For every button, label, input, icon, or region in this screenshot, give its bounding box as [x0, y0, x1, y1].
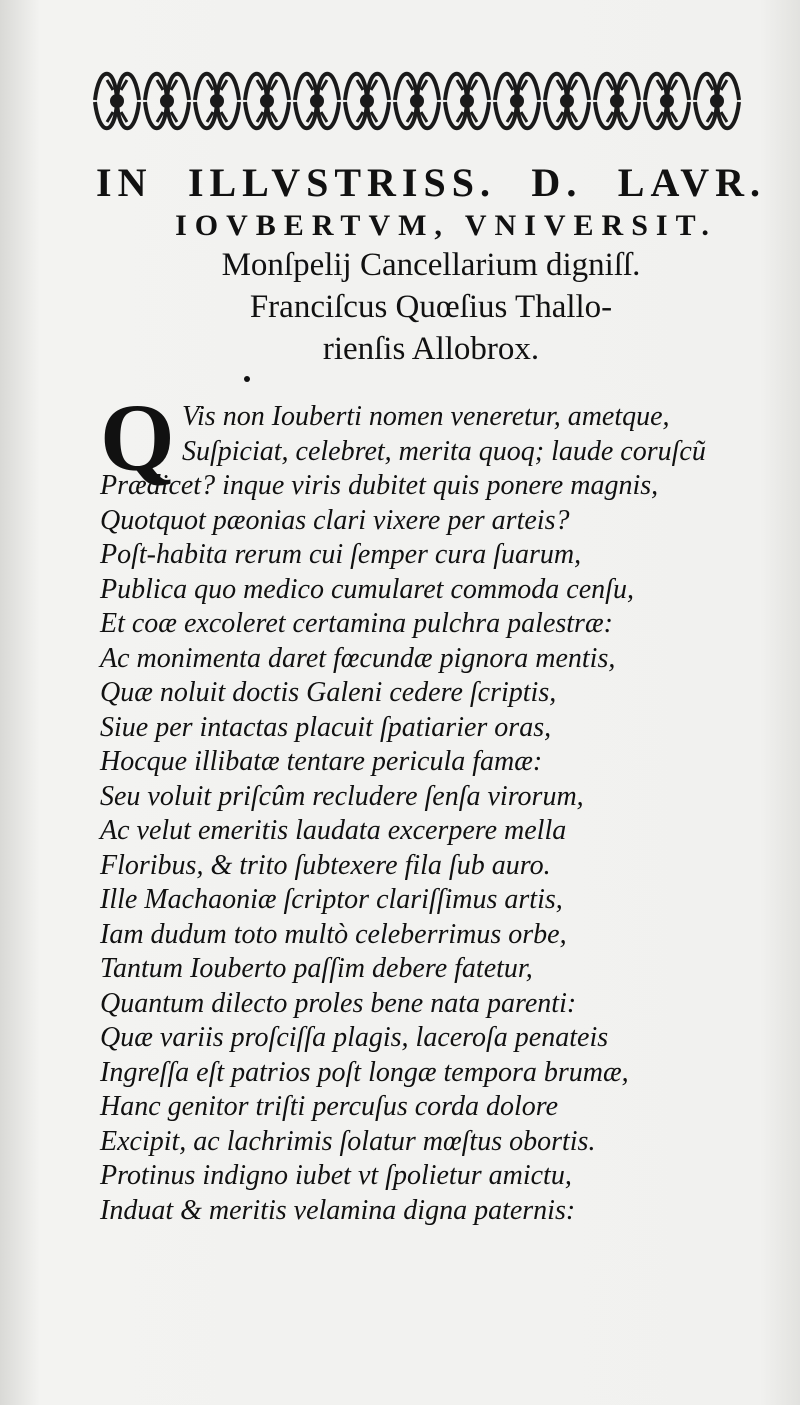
- poem-line: Hanc genitor triſti percuſus corda dolore: [100, 1091, 559, 1122]
- heading-line-4: Franciſcus Quœſius Thallo-: [249, 289, 613, 325]
- poem-body: [100, 384, 780, 1228]
- poem-line: Poſt-habita rerum cui ſemper cura ſuarum,: [100, 539, 582, 570]
- ornament-motif: [395, 74, 439, 129]
- poem-line: Et coæ excoleret certamina pulchra palestræ:: [100, 608, 613, 639]
- ornament-motif: [545, 74, 589, 129]
- poem-line: Siue per intactas placuit ſpatiarier oras,: [100, 711, 552, 743]
- ornament-motif: [145, 74, 189, 129]
- poem-line: Quantum dilecto proles bene nata parenti:: [100, 987, 577, 1019]
- poem-line: Quæ noluit doctis Galeni cedere ſcriptis,: [100, 677, 557, 708]
- ornament-motif: [195, 74, 239, 129]
- poem-line: Induat & meritis velamina digna paternis:: [100, 1194, 576, 1226]
- ornament-motif: [645, 74, 689, 129]
- poem-line: Ac monimenta daret fœcundæ pignora mentis,: [100, 642, 616, 674]
- ink-dot: [244, 376, 250, 382]
- poem-line: Quæ variis proſciſſa plagis, laceroſa penateis: [100, 1022, 609, 1053]
- heading-line-2: IOVBERTVM, VNIVERSIT.: [175, 209, 717, 242]
- ornament-motif: [695, 74, 739, 129]
- poem-line: Ingreſſa eſt patrios poſt longæ tempora brumæ,: [100, 1056, 629, 1088]
- poem-line: Suſpiciat, celebret, merita quoq; laude coruſcũ: [182, 435, 706, 467]
- drop-cap: Q: [100, 384, 175, 491]
- ornament-motif: [245, 74, 289, 129]
- ornament-motif: [295, 74, 339, 129]
- poem-line: Iam dudum toto multò celeberrimus orbe,: [100, 918, 567, 950]
- ornamental-border-band: [92, 60, 742, 142]
- heading-line-3: Monſpelij Cancellarium digniſſ.: [221, 247, 641, 283]
- ornament-motif: [595, 74, 639, 129]
- poem-line: Ille Machaoniæ ſcriptor clariſſimus artis,: [100, 884, 563, 915]
- heading-line-1: IN ILLVSTRISS. D. LAVR.: [96, 160, 766, 205]
- poem-line: Floribus, & trito ſubtexere fila ſub auro.: [100, 849, 551, 881]
- poem-line: Protinus indigno iubet vt ſpolietur amictu,: [100, 1160, 572, 1191]
- poem-lines: [100, 384, 780, 1228]
- ornament-motif: [95, 74, 139, 129]
- ornament-motif: [345, 74, 389, 129]
- poem-line: Hocque illibatæ tentare pericula famæ:: [100, 746, 543, 777]
- poem-heading: [96, 158, 766, 370]
- poem-line: Publica quo medico cumularet commoda cenſu,: [100, 573, 634, 605]
- poem-line: Vis non Iouberti nomen veneretur, ametque,: [182, 401, 670, 432]
- poem-line: Quotquot pæonias clari vixere per arteis?: [100, 504, 570, 536]
- ornament-motif: [495, 74, 539, 129]
- ornament-motif: [445, 74, 489, 129]
- poem-line: Ac velut emeritis laudata excerpere mella: [100, 815, 567, 846]
- poem-line: Seu voluit priſcûm recludere ſenſa virorum,: [100, 780, 584, 812]
- poem-line: Prædicet? inque viris dubitet quis ponere magnis,: [100, 470, 659, 501]
- poem-line: Excipit, ac lachrimis ſolatur mœſtus obortis.: [100, 1125, 596, 1157]
- heading-line-5: rienſis Allobrox.: [322, 331, 540, 367]
- poem-line: Tantum Iouberto paſſim debere fatetur,: [100, 953, 533, 984]
